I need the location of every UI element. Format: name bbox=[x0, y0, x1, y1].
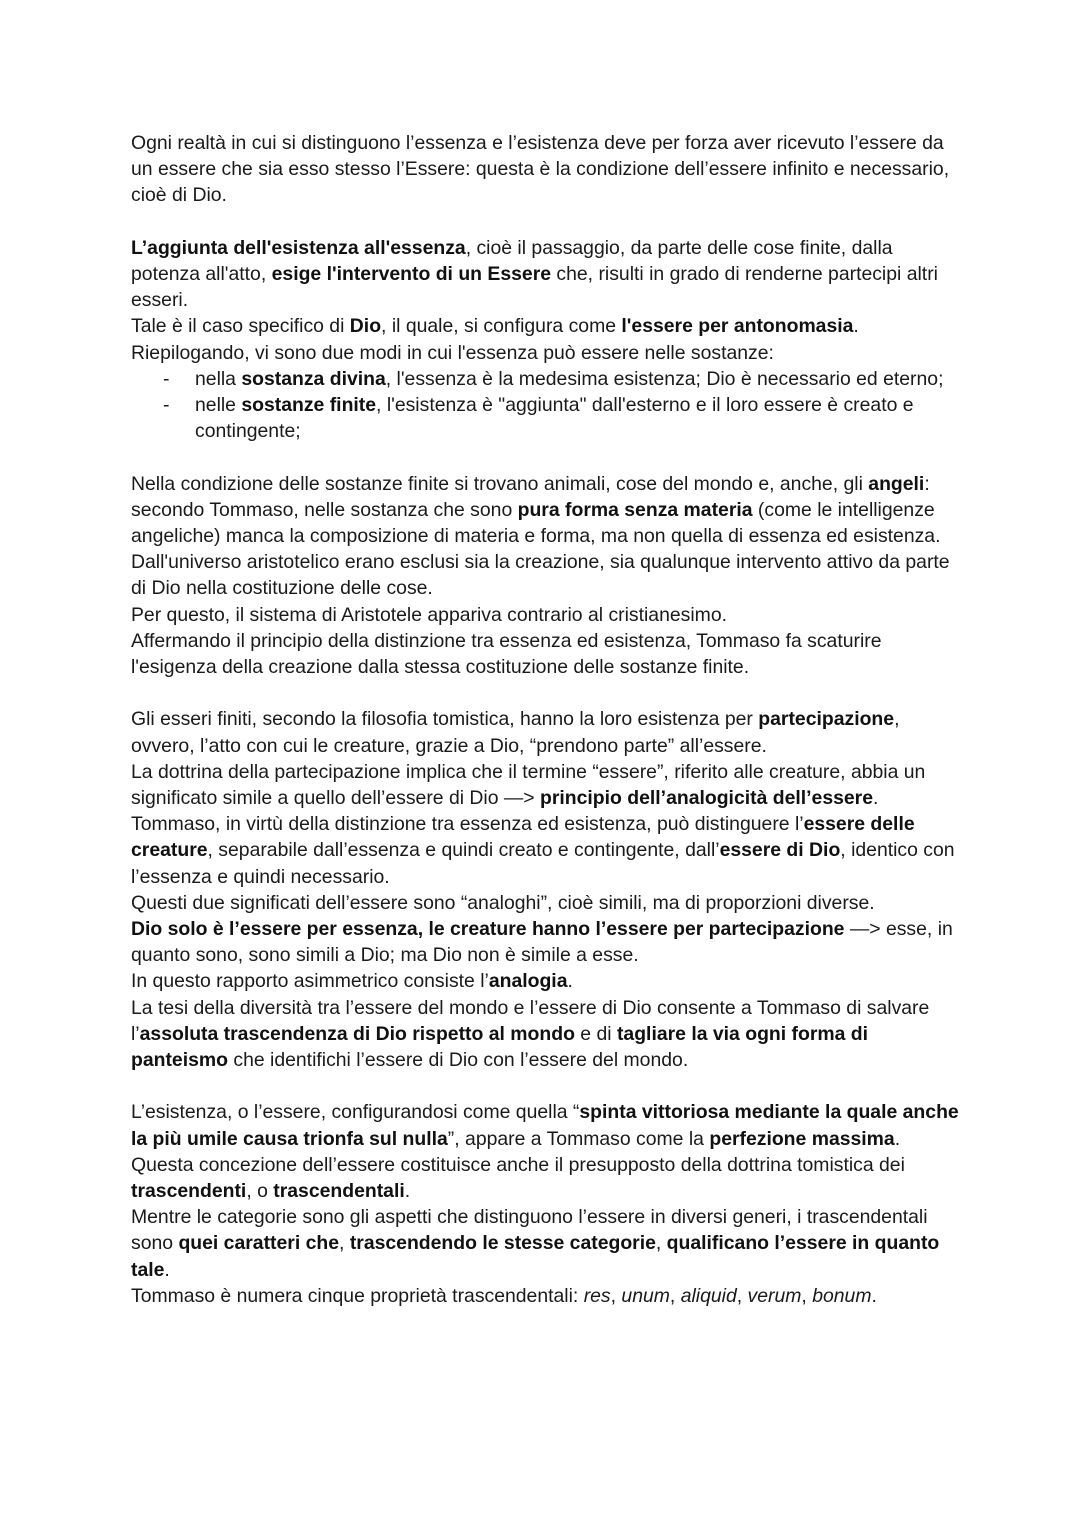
text-run: . bbox=[853, 315, 859, 338]
paragraph-essence-existence bbox=[131, 130, 961, 209]
paragraph-analogicity bbox=[131, 759, 961, 811]
bold-text-run: analogia bbox=[488, 970, 568, 993]
text-run: , l'esistenza è "aggiunta" dall'esterno e il loro essere è creato e contingente; bbox=[195, 394, 914, 443]
bold-text-run: pura forma senza materia bbox=[517, 498, 753, 521]
text-run: che identifichi l’essere di Dio con l’essere del mondo. bbox=[227, 1049, 689, 1072]
text-run: Per questo, il sistema di Aristotele appariva contrario al cristianesimo. bbox=[131, 603, 727, 626]
text-run: L’esistenza, o l’essere, configurandosi come quella “ bbox=[131, 1101, 580, 1124]
paragraph-being-by-essence bbox=[131, 916, 961, 968]
text-run: —> esse, in quanto sono, sono simili a Dio; ma Dio non è simile a esse. bbox=[131, 918, 953, 967]
paragraph-being-of-creatures bbox=[131, 811, 961, 890]
text-run: , bbox=[736, 1284, 748, 1307]
paragraph-participation bbox=[131, 706, 961, 758]
list-item-text bbox=[195, 394, 914, 442]
bold-text-run: principio dell’analogicità dell’essere bbox=[540, 787, 873, 810]
text-run: , separabile dall’essenza e quindi creato e contingente, dall’ bbox=[207, 839, 720, 862]
text-run: . bbox=[164, 1258, 170, 1281]
text-run: , bbox=[610, 1284, 622, 1307]
text-run: Questa concezione dell’essere costituisce anche il presupposto della dottrina tomistica dei bbox=[131, 1153, 905, 1176]
text-run: , l'essenza è la medesima esistenza; Dio è necessario ed eterno; bbox=[385, 367, 944, 390]
bold-text-run: l'essere per antonomasia bbox=[621, 315, 854, 338]
bold-text-run: L’aggiunta dell'esistenza all'essenza bbox=[131, 236, 466, 259]
bold-text-run: spinta vittoriosa mediante la quale anche la più umile causa trionfa sul nulla bbox=[131, 1101, 959, 1150]
paragraph-victorious-thrust bbox=[131, 1099, 961, 1151]
bold-text-run: trascendenti bbox=[131, 1180, 247, 1203]
italic-text-run: unum bbox=[621, 1284, 670, 1307]
list-item-divine-substance bbox=[131, 366, 961, 392]
bold-text-run: Dio bbox=[349, 315, 382, 338]
paragraph-spacer bbox=[131, 444, 961, 470]
bold-text-run: essere di Dio bbox=[719, 839, 841, 862]
italic-text-run: verum bbox=[747, 1284, 802, 1307]
text-run: , bbox=[801, 1284, 813, 1307]
text-run: Tale è il caso specifico di bbox=[131, 315, 350, 338]
text-run: Tommaso, in virtù della distinzione tra essenza ed esistenza, può distinguere l’ bbox=[131, 813, 804, 836]
text-run: (come le intelligenze angeliche) manca la composizione di materia e forma, ma non quella di essenza ed esistenza. bbox=[131, 498, 941, 548]
document-page bbox=[131, 130, 961, 1309]
text-run: : secondo Tommaso, nelle sostanza che sono bbox=[131, 472, 930, 521]
italic-text-run: res bbox=[583, 1284, 611, 1307]
text-run: La tesi della diversità tra l’essere del mondo e l’essere di Dio consente a Tommaso di salvare l’ bbox=[131, 996, 930, 1045]
bold-text-run: partecipazione bbox=[758, 708, 895, 731]
paragraph-transcendentals-doctrine bbox=[131, 1152, 961, 1204]
paragraph-spacer bbox=[131, 680, 961, 706]
bold-text-run: angeli bbox=[868, 472, 925, 495]
paragraph-addition-existence bbox=[131, 235, 961, 314]
text-run: Dall'universo aristotelico erano esclusi sia la creazione, sia qualunque intervento attivo da parte di Dio nella costituzione delle cose. bbox=[131, 551, 950, 600]
text-run: Gli esseri finiti, secondo la filosofia tomistica, hanno la loro esistenza per bbox=[131, 708, 759, 731]
list-item-finite-substances bbox=[131, 392, 961, 444]
italic-text-run: aliquid bbox=[680, 1284, 737, 1307]
bold-text-run: essere delle creature bbox=[131, 813, 915, 862]
text-run: , identico con l’essenza e quindi necessario. bbox=[131, 839, 955, 888]
bold-text-run: sostanze finite bbox=[241, 394, 377, 417]
italic-text-run: bonum bbox=[812, 1284, 872, 1307]
paragraph-analogous-meanings bbox=[131, 890, 961, 916]
text-run: nella bbox=[195, 367, 242, 390]
paragraph-angels bbox=[131, 471, 961, 550]
text-run: , bbox=[339, 1232, 350, 1255]
paragraph-five-properties bbox=[131, 1283, 961, 1309]
bold-text-run: assoluta trascendenza di Dio rispetto al mondo bbox=[139, 1022, 575, 1045]
list-item-text bbox=[195, 368, 943, 390]
bold-text-run: quei caratteri che bbox=[178, 1232, 340, 1255]
paragraph-spacer bbox=[131, 1073, 961, 1099]
text-run: . bbox=[894, 1127, 901, 1150]
paragraph-spacer bbox=[131, 209, 961, 235]
text-run: . bbox=[567, 970, 573, 993]
text-run: . bbox=[404, 1180, 411, 1203]
bold-text-run: esige l'intervento di un Essere bbox=[271, 263, 552, 285]
list-bullet: - bbox=[163, 367, 170, 390]
paragraph-aristotle-christianity bbox=[131, 602, 961, 628]
text-run: Mentre le categorie sono gli aspetti che distinguono l’essere in diversi generi, i trascendentali sono bbox=[131, 1206, 928, 1255]
text-run: . bbox=[871, 1284, 877, 1307]
text-run: Nella condizione delle sostanze finite si trovano animali, cose del mondo e, anche, gli bbox=[131, 472, 869, 495]
text-run: , bbox=[655, 1232, 667, 1255]
text-run: Questi due significati dell’essere sono “analoghi”, cioè simili, ma di proporzioni diverse. bbox=[131, 891, 875, 914]
bold-text-run: trascendendo le stesse categorie bbox=[349, 1232, 656, 1255]
paragraph-aristotelian-universe bbox=[131, 549, 961, 601]
bold-text-run: perfezione massima bbox=[709, 1127, 895, 1150]
bold-text-run: tagliare la via ogni forma di panteismo bbox=[131, 1022, 869, 1072]
text-run: La dottrina della partecipazione implica che il termine “essere”, riferito alle creature, abbia un significato simile a quello dell’essere di Dio —> bbox=[131, 760, 926, 810]
text-run: In questo rapporto asimmetrico consiste l’ bbox=[131, 970, 489, 993]
bold-text-run: qualificano l’essere in quanto tale bbox=[131, 1232, 940, 1281]
text-run: . bbox=[873, 787, 879, 810]
paragraph-transcendence bbox=[131, 995, 961, 1074]
text-run: , bbox=[669, 1284, 681, 1307]
text-run: Ogni realtà in cui si distinguono l’essenza e l’esistenza deve per forza aver ricevuto l’essere da un essere che sia esso stesso l’Essere: questa è la condizione dell’essere infinito e necessario, cioè di Dio. bbox=[131, 132, 950, 207]
paragraph-analogy bbox=[131, 968, 961, 994]
text-run: Tommaso è numera cinque proprietà trascendentali: bbox=[131, 1284, 584, 1307]
text-run: , ovvero, l’atto con cui le creature, grazie a Dio, “prendono parte” all’essere. bbox=[131, 708, 900, 757]
paragraph-god-antonomasia bbox=[131, 313, 961, 339]
text-run: nelle bbox=[195, 394, 242, 417]
text-run: Affermando il principio della distinzione tra essenza ed esistenza, Tommaso fa scaturire l'esigenza della creazione dalla stessa costituzione delle sostanze finite. bbox=[131, 629, 882, 679]
paragraph-creation-requirement bbox=[131, 628, 961, 680]
bold-text-run: Dio solo è l’essere per essenza, le creature hanno l’essere per partecipazione bbox=[131, 918, 845, 941]
substances-list bbox=[131, 366, 961, 445]
text-run: Riepilogando, vi sono due modi in cui l'essenza può essere nelle sostanze: bbox=[131, 341, 774, 364]
paragraph-categories-vs-transcendentals bbox=[131, 1204, 961, 1283]
bold-text-run: sostanza divina bbox=[241, 367, 386, 390]
text-run: , o bbox=[246, 1180, 274, 1203]
text-run: che, risulti in grado di renderne partecipi altri esseri. bbox=[131, 263, 938, 312]
paragraph-summary-intro bbox=[131, 340, 961, 366]
text-run: , il quale, si configura come bbox=[381, 315, 622, 338]
text-run: ”, appare a Tommaso come la bbox=[447, 1127, 710, 1150]
list-bullet: - bbox=[163, 394, 170, 417]
text-run: e di bbox=[574, 1022, 617, 1045]
text-run: , cioè il passaggio, da parte delle cose finite, dalla potenza all'atto, bbox=[131, 236, 893, 285]
bold-text-run: trascendentali bbox=[273, 1180, 405, 1203]
